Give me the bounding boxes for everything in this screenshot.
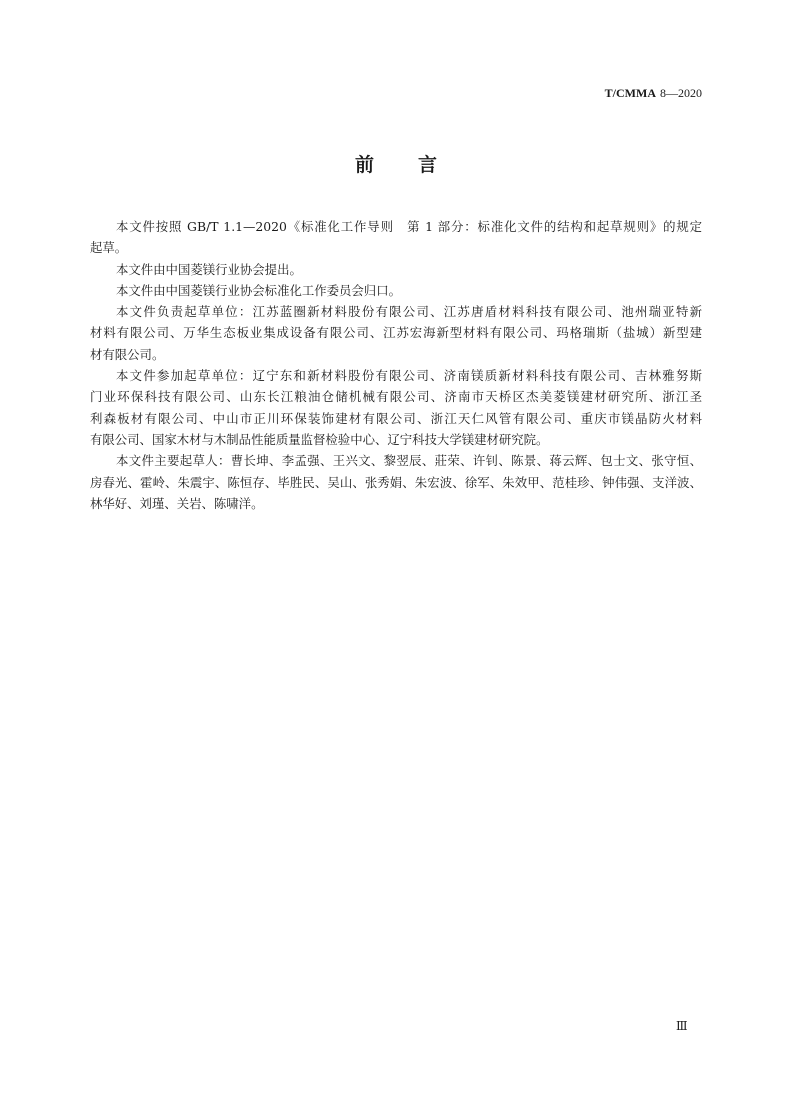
- paragraph-line: 房春光、霍岭、朱震宇、陈恒存、毕胜民、吴山、张秀娟、朱宏波、徐军、朱效甲、范桂珍、钟伟强、支洋波、: [90, 474, 702, 490]
- doc-code-number: 8—2020: [660, 86, 702, 100]
- paragraph-line: 起草。: [90, 240, 128, 256]
- paragraph-centralized-unit: [90, 280, 702, 301]
- paragraph-line: 利森板材有限公司、中山市正川环保装饰建材有限公司、浙江天仁风管有限公司、重庆市镁晶防火材料: [90, 410, 702, 426]
- paragraph-line: 本文件按照 GB/T 1.1—2020《标准化工作导则 第 1 部分：标准化文件的结构和起草规则》的规定: [116, 219, 702, 234]
- paragraph-line: 本文件主要起草人：曹长坤、李孟强、王兴文、黎翌辰、莊荣、许钊、陈景、蒋云辉、包士文、张守恒、: [116, 453, 702, 469]
- paragraph-proposer: [90, 259, 702, 280]
- paragraph-line: 门业环保科技有限公司、山东长江粮油仓储机械有限公司、济南市天桥区杰美菱镁建材研究所、浙江圣: [90, 389, 702, 405]
- doc-code-prefix: T/CMMA: [604, 86, 656, 100]
- paragraph-line: 本文件由中国菱镁行业协会提出。: [116, 261, 302, 277]
- paragraph-line: 本文件负责起草单位：江苏蓝圈新材料股份有限公司、江苏唐盾材料科技有限公司、池州瑞亚特新: [116, 304, 702, 320]
- foreword-title: 前言: [354, 154, 481, 176]
- foreword-body: [90, 216, 702, 514]
- paragraph-main-drafters: [90, 450, 702, 514]
- paragraph-line: 材有限公司。: [90, 346, 165, 362]
- paragraph-drafting-rule: [90, 216, 702, 259]
- page-number: Ⅲ: [676, 1019, 688, 1033]
- paragraph-lead-drafting-units: [90, 301, 702, 365]
- paragraph-line: 林华好、刘瑾、关岩、陈啸洋。: [90, 495, 264, 511]
- paragraph-line: 本文件由中国菱镁行业协会标准化工作委员会归口。: [116, 282, 401, 298]
- paragraph-line: 有限公司、国家木材与木制品性能质量监督检验中心、辽宁科技大学镁建材研究院。: [90, 431, 549, 447]
- doc-header: [605, 85, 702, 101]
- paragraph-line: 本文件参加起草单位：辽宁东和新材料股份有限公司、济南镁质新材料科技有限公司、吉林雅努斯: [116, 368, 702, 384]
- paragraph-participating-units: [90, 365, 702, 450]
- paragraph-line: 材料有限公司、万华生态板业集成设备有限公司、江苏宏海新型材料有限公司、玛格瑞斯（盐城）新型建: [90, 325, 702, 341]
